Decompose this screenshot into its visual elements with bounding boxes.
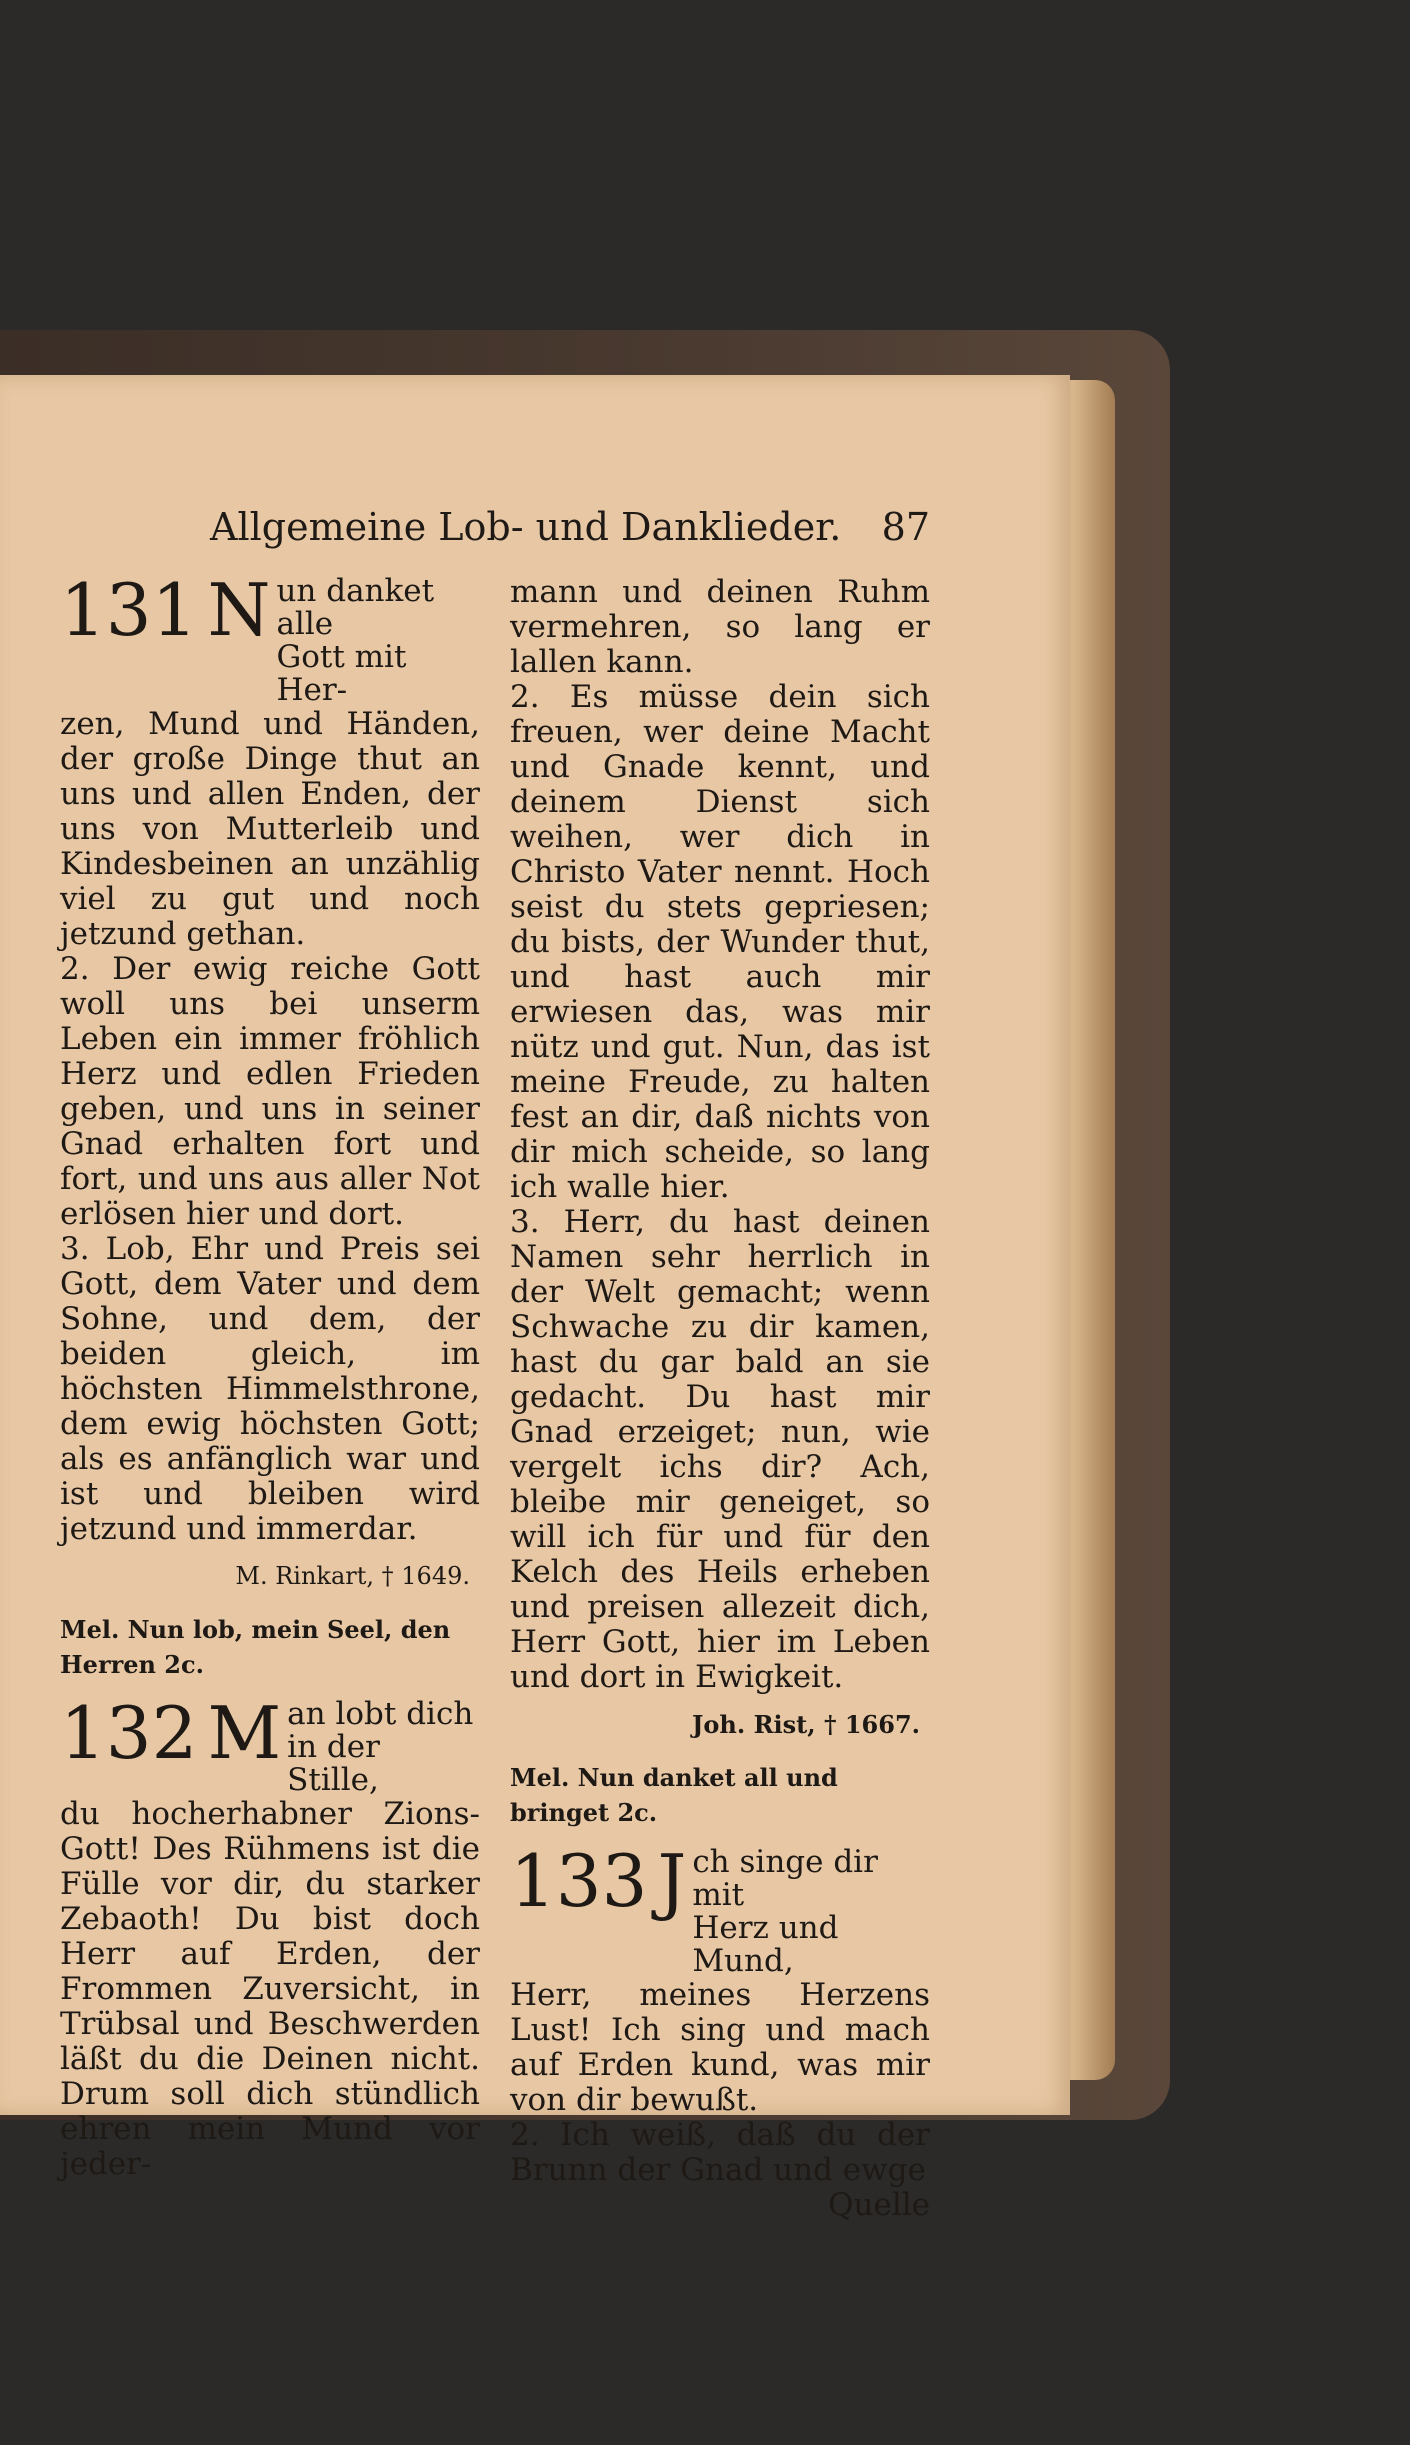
hymn-131-start [60,568,480,708]
hymn-first-line: an lobt dich [287,1696,474,1732]
hymn-132-verse-2: 2. Es müsse dein sich freuen, wer deine Macht und Gnade kennt, und deinem Dienst sich weihen, wer dich in Christo Vater nennt. Hoch seist du stets gepriesen; du bists, der Wunder thut, und hast auch mir erwiesen das, was mir nütz und gut. Nun, das ist meine Freude, zu halten fest an dir, daß nichts von dir mich scheide, so lang ich walle hier. [510,679,930,1205]
drop-cap: J [657,1839,687,1923]
book-page [0,375,1070,2223]
left-column [60,568,480,2182]
hymn-number: 131 [60,568,198,652]
hymn-131-verse-2: 2. Der ewig reiche Gott woll uns bei unserm Leben ein immer fröhlich Herz und edlen Frieden geben, und uns in seiner Gnad erhalten fort und fort, und uns aus aller Not erlösen hier und dort. [60,951,480,1232]
hymn-133-start [510,1839,930,1979]
drop-cap: M [207,1691,282,1775]
hymn-number: 133 [510,1839,648,1923]
hymn-first-line: Herz und Mund, [692,1910,839,1979]
hymn-first-line: un danket alle [276,573,435,642]
hymn-131-text: zen, Mund und Händen, der große Dinge thut an uns und allen Enden, der uns von Mutterleib und Kindesbeinen an unzählig viel zu gut und noch jetzund gethan. [60,706,480,952]
hymn-first-line: ch singe dir mit [692,1844,878,1913]
melody-note-133: Mel. Nun danket all und bringet 2c. [510,1763,838,1827]
hymn-131-verse-3: 3. Lob, Ehr und Preis sei Gott, dem Vater und dem Sohne, und dem, der beiden gleich, im höchsten Himmelsthrone, dem ewig höchsten Gott; als es anfänglich war und ist und bleiben wird jetzund und immerdar. [60,1231,480,1547]
hymn-132-start [60,1691,480,1798]
hymn-132-verse-3: 3. Herr, du hast deinen Namen sehr herrlich in der Welt gemacht; wenn Schwache zu dir kamen, hast du gar bald an sie gedacht. Du hast mir Gnad erzeiget; nun, wie vergelt ichs dir? Ach, bleibe mir geneiget, so will ich für und für den Kelch des Heils erheben und preisen allezeit dich, Herr Gott, hier im Leben und dort in Ewigkeit. [510,1204,930,1695]
hymn-132-text: du hocherhabner Zions-Gott! Des Rühmens ist die Fülle vor dir, du starker Zebaoth! Du bist doch Herr auf Erden, der Frommen Zuversicht, in Trübsal und Beschwerden läßt du die Deinen nicht. Drum soll dich stündlich ehren mein Mund vor jeder- [60,1796,480,2182]
hymn-first-line: in der Stille, [287,1729,380,1798]
hymn-number: 132 [60,1691,198,1775]
running-head-title: Allgemeine Lob- und Danklieder. [210,505,842,549]
hymn-132-text-cont: mann und deinen Ruhm vermehren, so lang er lallen kann. [510,574,930,680]
page-number: 87 [881,505,930,549]
hymn-133-text: Herr, meines Herzens Lust! Ich sing und mach auf Erden kund, was mir von dir bewußt. [510,1977,930,2118]
right-column [510,575,930,2223]
hymn-133-verse-2: 2. Ich weiß, daß du der Brunn der Gnad und ewge [510,2117,930,2188]
running-head [210,505,930,555]
hymn-first-line: Gott mit Her- [276,639,407,708]
hymn-132-author: Joh. Rist, † 1667. [692,1710,920,1739]
drop-cap: N [207,568,271,652]
hymn-131-author: M. Rinkart, † 1649. [235,1562,470,1590]
catchword: Quelle [828,2187,930,2223]
melody-note-132: Mel. Nun lob, mein Seel, den Herren 2c. [60,1615,451,1679]
